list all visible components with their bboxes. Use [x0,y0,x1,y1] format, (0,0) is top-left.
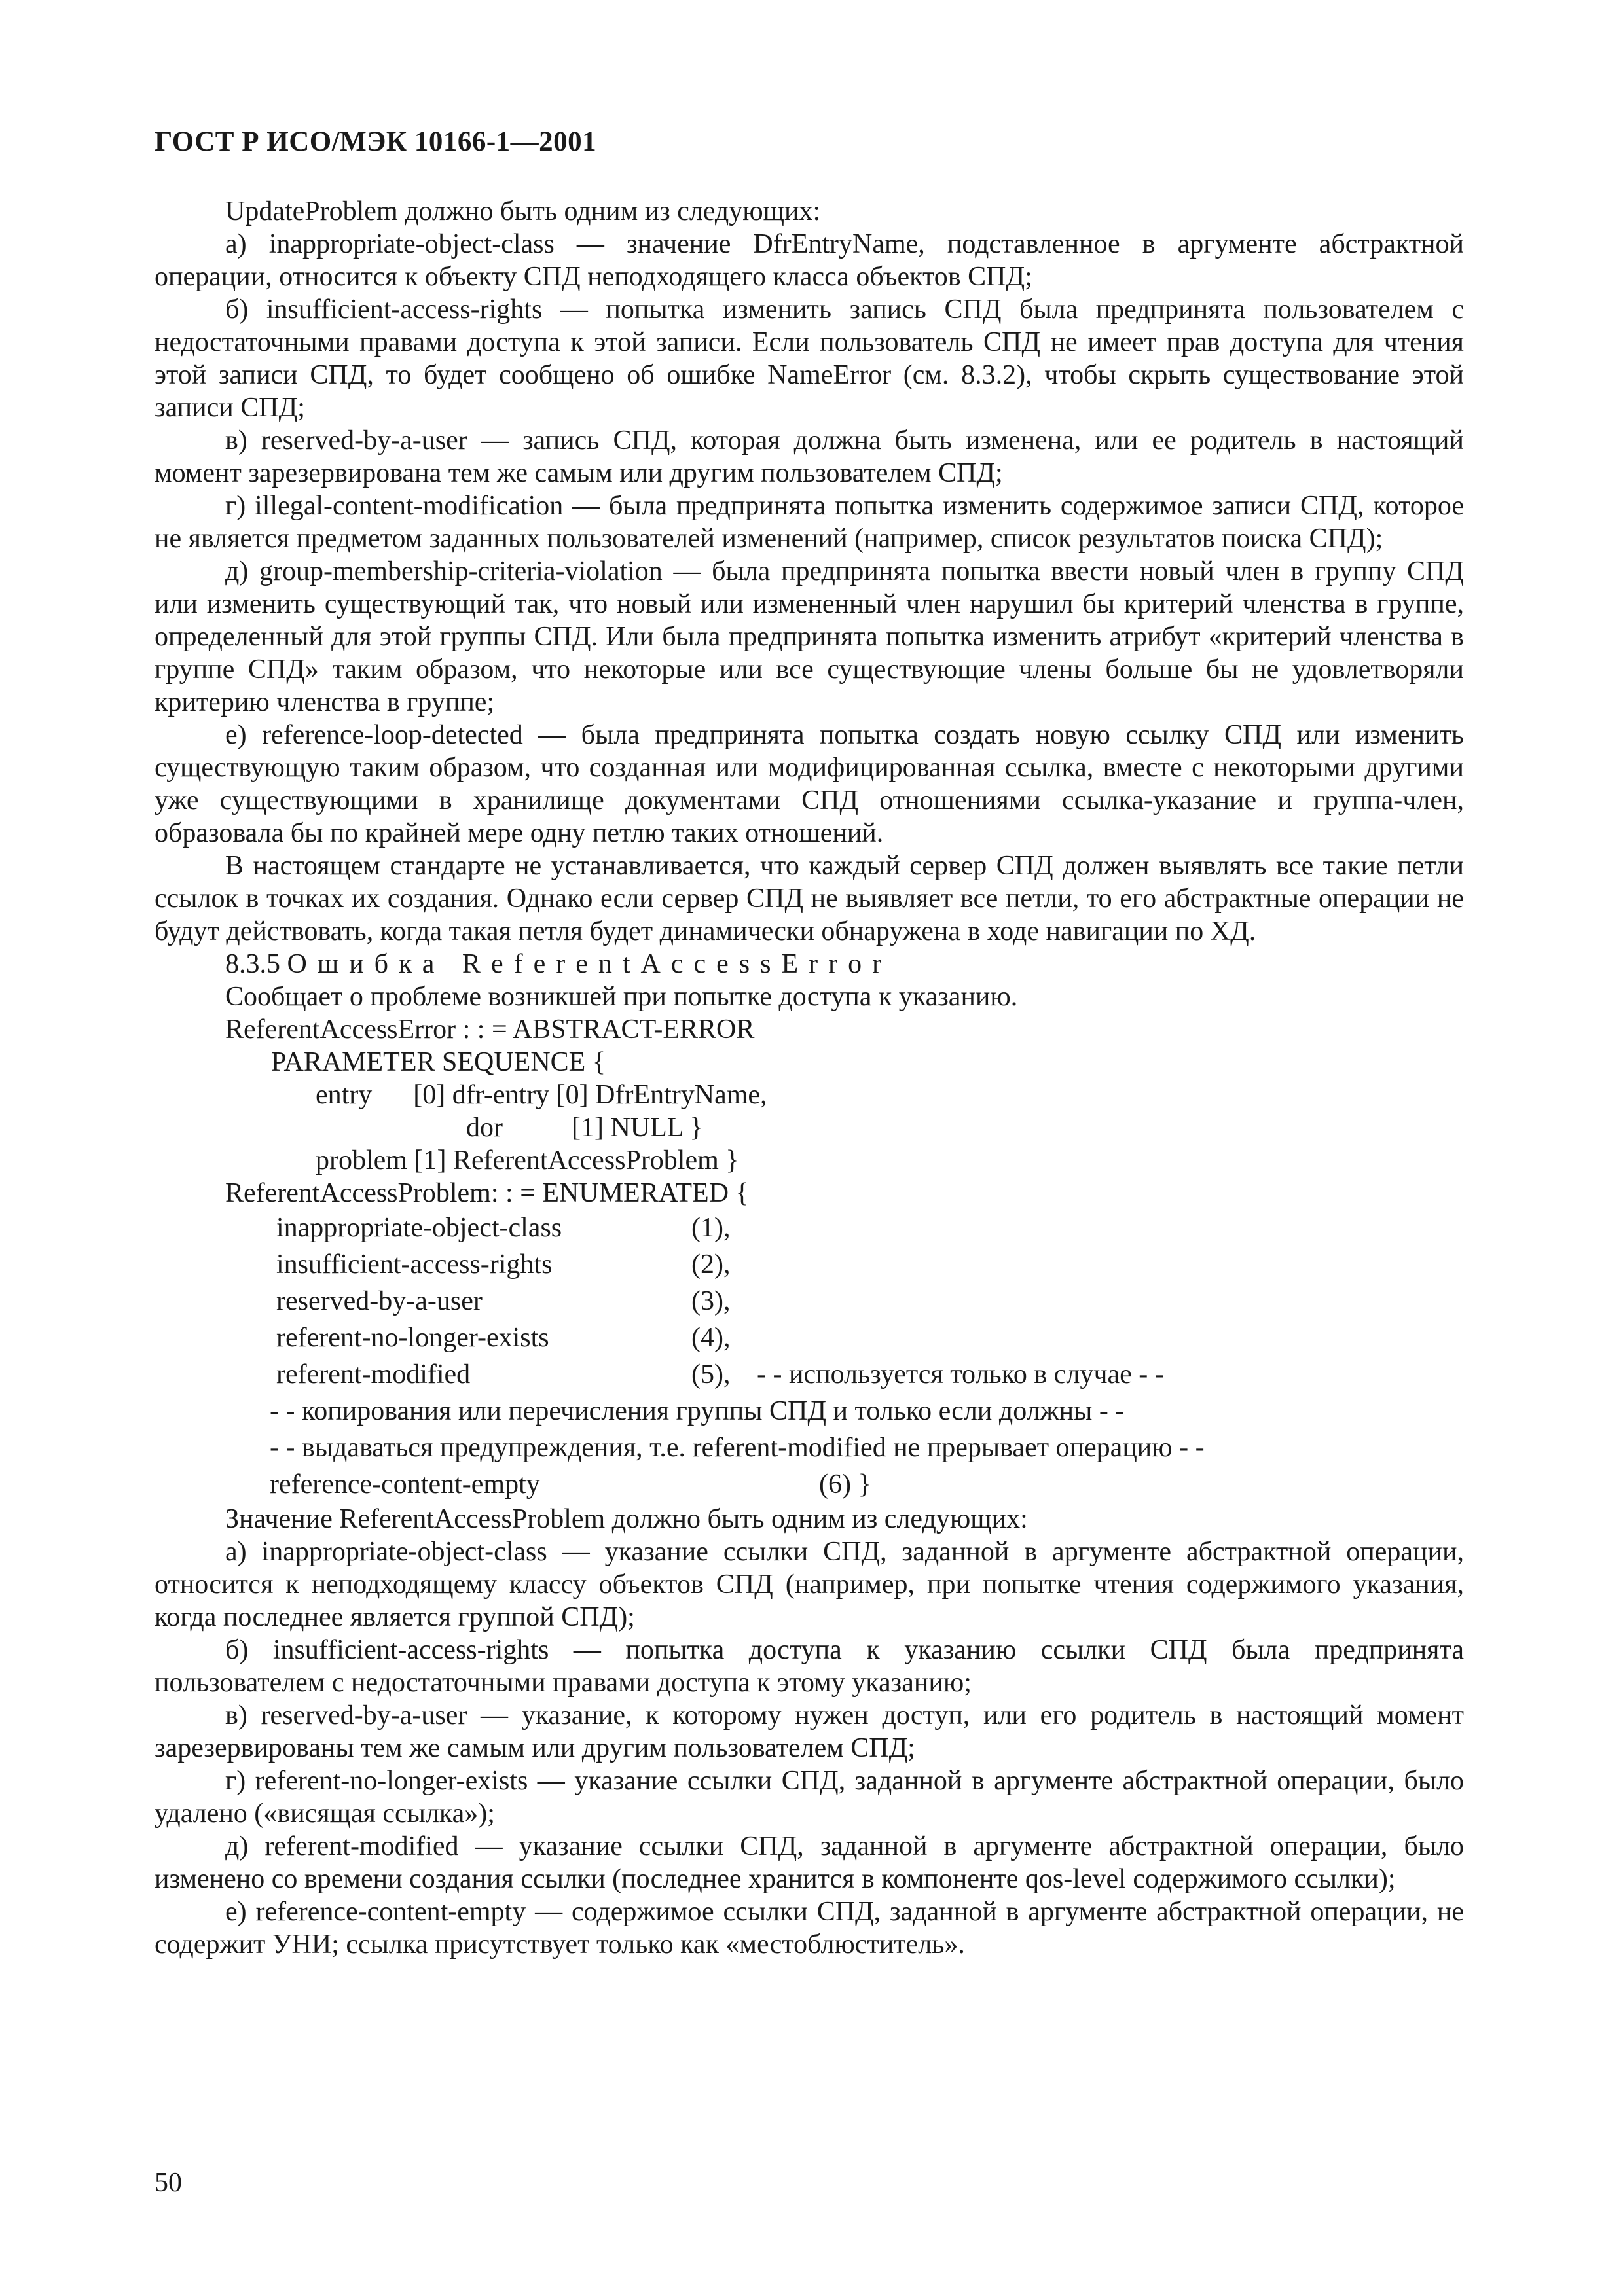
paragraph: В настоящем стандарте не устанавливается, что каждый сервер СПД должен выявлять все такие петли ссылок в точках их создания. Однако если сервер СПД не выявляет все петли, то его абстрактные операции не будут действовать, когда такая петля будет динамически обнаружена в ходе навигации по ХД. [155,851,1464,946]
paragraph: в) reserved-by-a-user — запись СПД, которая должна быть изменена, или ее родитель в настоящий момент зарезервирована тем же самым или другим пользователем СПД; [155,425,1464,488]
body-text [155,195,1464,1961]
section-number: 8.3.5 [225,949,280,979]
paragraph: е) reference-content-empty — содержимое ссылки СПД, заданной в аргументе абстрактной операции, не содержит УНИ; ссылка присутствует только как «местоблюститель». [155,1897,1464,1960]
page-number: 50 [155,2168,182,2198]
paragraph: д) group-membership-criteria-violation — была предпринята попытка ввести новый член в группу СПД или изменить существующий так, что новый или измененный член нарушил бы критерий членства в группе, определенный для этой группы СПД. Или была предпринята попытка изменить атрибут «критерий членства в группе СПД» таким образом, что некоторые или все существующие члены больше бы не удовлетворяли критерию членства в группе; [155,556,1464,717]
enum-item [155,1356,1464,1393]
enum-name: referent-no-longer-exists [276,1323,549,1353]
paragraph: а) inappropriate-object-class — указание ссылки СПД, заданной в аргументе абстрактной операции, относится к неподходящему классу объектов СПД (например, при попытке чтения содержимого указания, когда последнее является группой СПД); [155,1537,1464,1632]
paragraph: г) illegal-content-modification — была предпринята попытка изменить содержимое записи СПД, которое не является предметом заданных пользователей изменений (например, список результатов поиска СПД); [155,491,1464,554]
enum-comment-line: - - копирования или перечисления группы СПД и только если должны - - [270,1396,1125,1426]
paragraph: г) referent-no-longer-exists — указание ссылки СПД, заданной в аргументе абстрактной операции, было удалено («висящая ссылка»); [155,1766,1464,1829]
paragraph: б) insufficient-access-rights — попытка доступа к указанию ссылки СПД была предпринята пользователем с недостаточными правами доступа к этому указанию; [155,1635,1464,1698]
enum-number: (5), [691,1359,731,1390]
enum-number: (2), [691,1249,731,1280]
code-line: problem [1] ReferentAccessProblem } [316,1145,739,1175]
enum-comment: - - используется только в случае - - [757,1359,1164,1390]
enum-item [155,1319,1464,1356]
enum-number: (4), [691,1323,731,1353]
code-line: PARAMETER SEQUENCE { [271,1047,606,1077]
paragraph: е) reference-loop-detected — была предпринята попытка создать новую ссылку СПД или изменить существующую таким образом, что созданная или модифицированная ссылка, вместе с некоторыми другими уже существующими в хранилище документами СПД отношениями ссылка-указание и группа-член, образовала бы по крайней мере одну петлю таких отношений. [155,720,1464,848]
section-heading [155,948,1464,980]
paragraph: в) reserved-by-a-user — указание, к которому нужен доступ, или его родитель в настоящий момент зарезервированы тем же самым или другим пользователем СПД; [155,1700,1464,1763]
enum-name: insufficient-access-rights [276,1249,553,1280]
paragraph: б) insufficient-access-rights — попытка изменить запись СПД была предпринята пользователем с недостаточными правами доступа к этой записи. Если пользователь СПД не имеет прав доступа для чтения этой записи СПД, то будет сообщено об ошибке NameError (см. 8.3.2), чтобы скрыть существование этой записи СПД; [155,295,1464,423]
enum-item [155,1466,1464,1503]
enum-number: (1), [691,1213,731,1243]
paragraph: а) inappropriate-object-class — значение DfrEntryName, подставленное в аргументе абстрактной операции, относится к объекту СПД неподходящего класса объектов СПД; [155,229,1464,292]
document-header: ГОСТ Р ИСО/МЭК 10166-1—2001 [155,126,597,157]
enum-name: reserved-by-a-user [276,1286,483,1316]
enum-number: (6) } [819,1469,871,1499]
code-line: ReferentAccessError : : = ABSTRACT-ERROR [225,1014,755,1045]
code-line: ReferentAccessProblem: : = ENUMERATED { [225,1178,749,1208]
paragraph: Значение ReferentAccessProblem должно быть одним из следующих: [225,1504,1028,1534]
enum-number: (3), [691,1286,731,1316]
enum-name: reference-content-empty [270,1469,540,1499]
section-intro: Сообщает о проблеме возникшей при попытке доступа к указанию. [225,982,1018,1012]
enum-item [155,1283,1464,1319]
code-line: entry [0] dfr-entry [0] DfrEntryName, [316,1080,767,1110]
paragraph: д) referent-modified — указание ссылки СПД, заданной в аргументе абстрактной операции, было изменено со времени создания ссылки (последнее хранится в компоненте qos-level содержимого ссылки); [155,1831,1464,1894]
paragraph: UpdateProblem должно быть одним из следующих: [225,196,821,226]
section-title: Ошибка ReferentAccessError [287,949,892,979]
enum-item [155,1246,1464,1283]
enum-name: referent-modified [276,1359,471,1390]
enum-comment-line: - - выдаваться предупреждения, т.е. referent-modified не прерывает операцию - - [270,1433,1205,1463]
enum-item [155,1210,1464,1246]
enum-name: inappropriate-object-class [276,1213,562,1243]
code-line: dor [1] NULL } [466,1113,703,1143]
